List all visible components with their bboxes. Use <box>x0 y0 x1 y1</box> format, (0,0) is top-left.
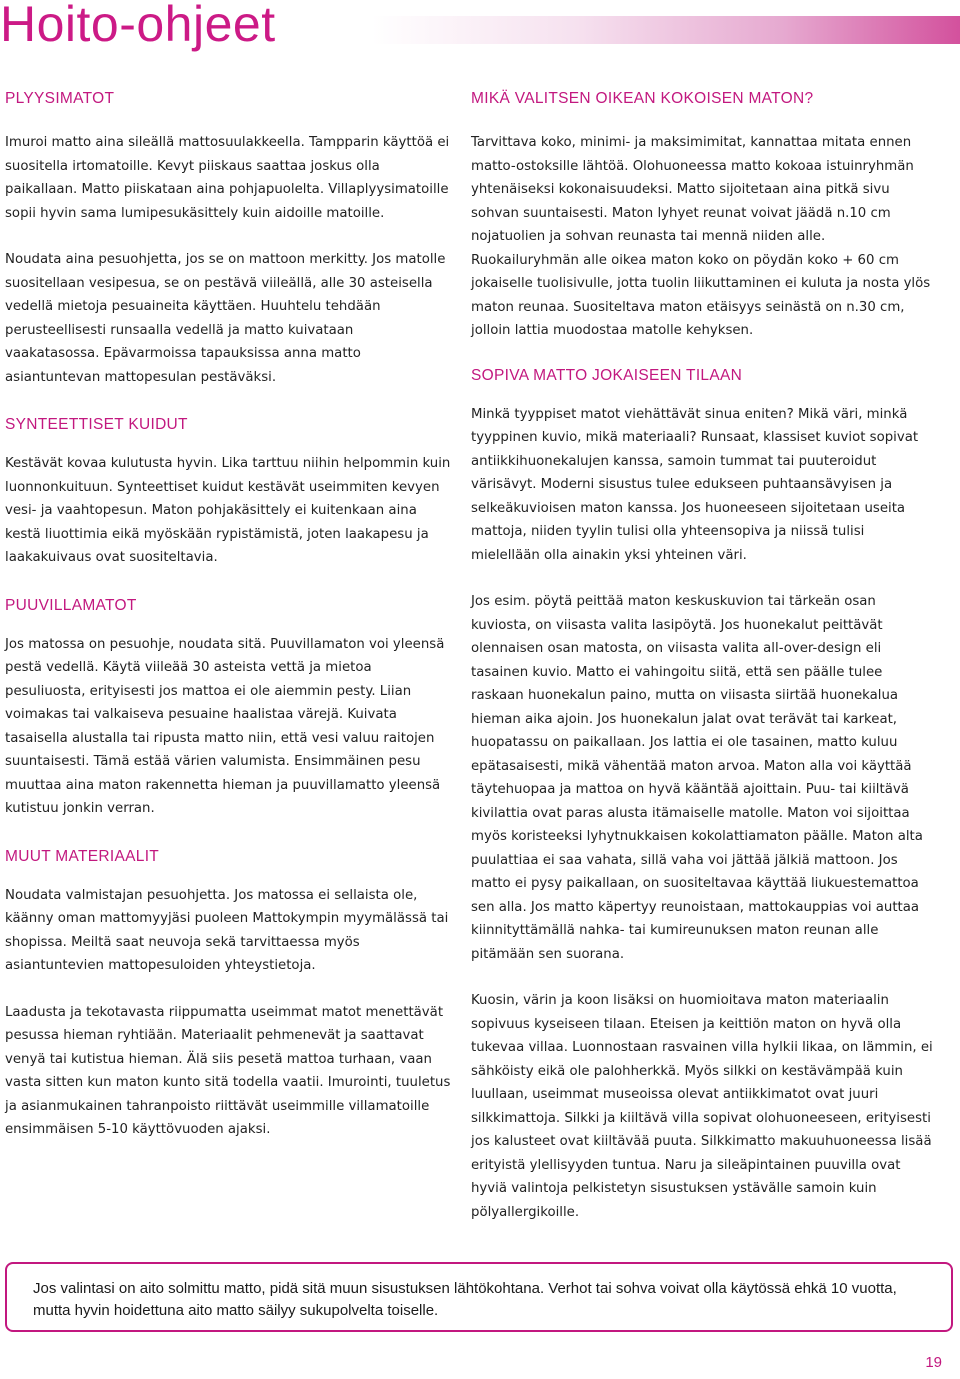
paragraph: Kestävät kovaa kulutusta hyvin. Lika tarttuu niihin helpommin kuin luonnonkuituun. Synteettiset kuidut kestävät useimmiten kevyen vesi- ja vaahtopesun. Maton pohjakäsittely ei kuitenkaan aina kestä liuottimia eikä myöskään rypistämistä, joten laakapesu ja laakakuivaus ovat suositeltavia. <box>5 456 451 565</box>
section-heading-muut-materiaalit: MUUT MATERIAALIT <box>5 847 160 865</box>
section-heading-puuvillamatot: PUUVILLAMATOT <box>5 596 137 614</box>
section-muut-materiaalit <box>5 846 451 1142</box>
paragraph: Jos matossa on pesuohje, noudata sitä. Puuvillamaton voi yleensä pestä vedellä. Käytä viileää 30 asteista vettä ja mietoa pesuliuosta, erityisesti jos mattoa ei ole aiemmin pesty. Liian voimakas tai valkaiseva pesuaine haalistaa värejä. Kuivata tasaisella alustalla tai ripusta matto niin, että vesi valuu raitojen suuntaisesti. Tämä estää värien valumista. Ensimmäinen pesu muuttaa aina maton rakennetta hieman ja puuvillamatto yleensä kutistuu jonkin verran. <box>5 636 445 816</box>
section-heading-plyysimatot: PLYYSIMATOT <box>5 90 115 107</box>
right-column <box>471 88 933 1224</box>
paragraph: Noudata valmistajan pesuohjetta. Jos matossa ei sellaista ole, käänny oman mattomyyjäsi puoleen Mattokympin myymälässä tai shopissa. Meiltä saat neuvoja sekä tarvittaessa myös asiantuntevien mattopesuloiden yhteystietoja. <box>5 887 449 973</box>
callout-text: Jos valintasi on aito solmittu matto, pidä sitä muun sisustuksen lähtökohtana. Verhot tai sohva voivat olla käytössä ehkä 10 vuotta, mutta hyvin hoidettuna aito matto säilyy sukupolvelta toiselle. <box>33 1280 897 1319</box>
callout-box <box>5 1262 953 1332</box>
paragraph: Tarvittava koko, minimi- ja maksimimitat, kannattaa mitata ennen matto-ostoksille lähtöä. Olohuoneessa matto kokoaa istuinryhmän yhtenäiseksi kokonaisuudeksi. Matto sijoitetaan aina pitkä sivu sohvan suuntaisesti. Maton lyhyet reunat voivat jäädä n.10 cm nojatuolien ja sohvan reunasta tai mennä niiden alle. Ruokailuryhmän alle oikea maton koko on pöydän koko + 60 cm jokaiselle tuolisivulle, jotta tuolin liikuttaminen ei kuluta ja nosta ylös maton reunaa. Suositeltava maton etäisyys seinästä on n.30 cm, jolloin lattia muodostaa matolle kehyksen. <box>471 135 931 338</box>
paragraph: Laadusta ja tekotavasta riippumatta useimmat matot menettävät pesussa hieman ryhtiään. Materiaalit pehmenevät ja saattavat venyä tai kutistua hieman. Älä siis pesetä mattoa turhaan, vaan vasta sitten kun maton kunto sitä todella vaatii. Imurointi, tuuletus ja asianmukainen tahranpoisto riittävät useimmille villamatoille ensimmäisen 5-10 käyttövuoden ajaksi. <box>5 1004 451 1137</box>
left-column <box>5 88 451 1142</box>
title-bar <box>0 0 960 60</box>
section-heading-oikean-kokoinen-matto: MIKÄ VALITSEN OIKEAN KOKOISEN MATON? <box>471 90 814 107</box>
page-title: Hoito-ohjeet <box>0 0 276 52</box>
section-heading-sopiva-matto: SOPIVA MATTO JOKAISEEN TILAAN <box>471 366 743 384</box>
paragraph: Noudata aina pesuohjetta, jos se on mattoon merkitty. Jos matolle suositellaan vesipesua, se on pestävä viileällä, alle 30 asteisella vedellä mietoja pesuaineita käyttäen. Huuhtelu tehdään perusteellisesti runsaalla vedellä ja matto kuivataan vaakatasossa. Epävarmoissa tapauksissa anna matto asiantuntevan mattopesulan pestäväksi. <box>5 252 446 385</box>
section-synteettiset-kuidut <box>5 414 451 570</box>
section-puuvillamatot <box>5 595 451 821</box>
page-number: 19 <box>925 1354 942 1371</box>
title-gradient-band <box>372 16 960 44</box>
section-sopiva-matto <box>471 365 933 1225</box>
section-oikean-kokoinen-matto <box>471 88 933 343</box>
paragraph: Jos esim. pöytä peittää maton keskuskuvion tai tärkeän osan kuviosta, on viisasta valita lasipöytä. Jos huonekalut peittävät olennaisen osan matosta, on viisasta valita all-over-design eli tasainen kuvio. Matto ei vahingoitu siitä, että sen päälle tulee raskaan huonekalun paino, mutta on viisasta siirtää huonekalua hieman aika ajoin. Jos huonekalun jalat ovat terävät tai karkeat, huopatassu on paikallaan. Jos lattia ei ole tasainen, matto kuluu epätasaisesti, mikä vähentää maton arvoa. Maton alla voi käyttää täytehuopaa ja mattoa on hyvä kääntää ajoittain. Puu- tai kiiltävä kivilattia ovat paras alusta itämaiselle matolle. Maton voi sijoittaa myös koristeeksi lyhytnukkaisen kokolattiamaton päälle. Maton alta puulattiaa ei saa vahata, sillä vaha voi jättää jälkiä mattoon. Jos matto ei pysy paikallaan, on suositeltavaa käyttää liukuestemattoa sen alla. Jos matto käpertyy reunoistaan, mattokauppias voi auttaa kiinnityttämällä nahka- tai kumireunuksen maton reunan alle pitämään sen suorana. <box>471 594 923 962</box>
paragraph: Imuroi matto aina sileällä mattosuulakkeella. Tampparin käyttöä ei suositella irtomatoille. Kevyt piiskaus saattaa joskus olla paikallaan. Matto piiskataan aina pohjapuolelta. Villaplyysimatoille sopii hyvin sama lumipesukäsittely kuin aidoille matoille. <box>5 135 450 221</box>
section-heading-synteettiset-kuidut: SYNTEETTISET KUIDUT <box>5 416 188 433</box>
paragraph: Kuosin, värin ja koon lisäksi on huomioitava maton materiaalin sopivuus kyseiseen tilaan. Eteisen ja keittiön maton on hyvä olla tukevaa villaa. Luonnostaan rasvainen villa hylkii likaa, on lämmin, ei sähköisty eikä ole palohherkkä. Myös silkki on kestävämpää kuin luullaan, useimmat museoissa olevat antiikkimatot ovat juuri silkkimattoja. Silkki ja kiiltävä villa sopivat olohuoneeseen, erityisesti jos kalusteet ovat kiiltävää puuta. Silkkimatto makuuhuoneessa lisää erityistä ylellisyyden tuntua. Naru ja sileäpintainen puuvilla ovat hyviä valintoja pelkistetyn sisustuksen ystävälle samoin kuin pölyallergikoille. <box>471 993 933 1220</box>
section-plyysimatot <box>5 88 451 389</box>
paragraph: Minkä tyyppiset matot viehättävät sinua eniten? Mikä väri, minkä tyyppinen kuvio, mikä materiaali? Runsaat, klassiset kuviot sopivat antiikkihuonekalujen kanssa, samoin tummat tai puuteroidut värisävyt. Moderni sisustus tulee edukseen puhtaansävyisen ja selkeäkuvioisen maton kanssa. Jos huoneeseen sijoitetaan useita mattoja, niiden tyylin tulisi olla yhteensopiva ja niissä tulisi mielellään olla ainakin yksi yhteinen väri. <box>471 406 919 563</box>
